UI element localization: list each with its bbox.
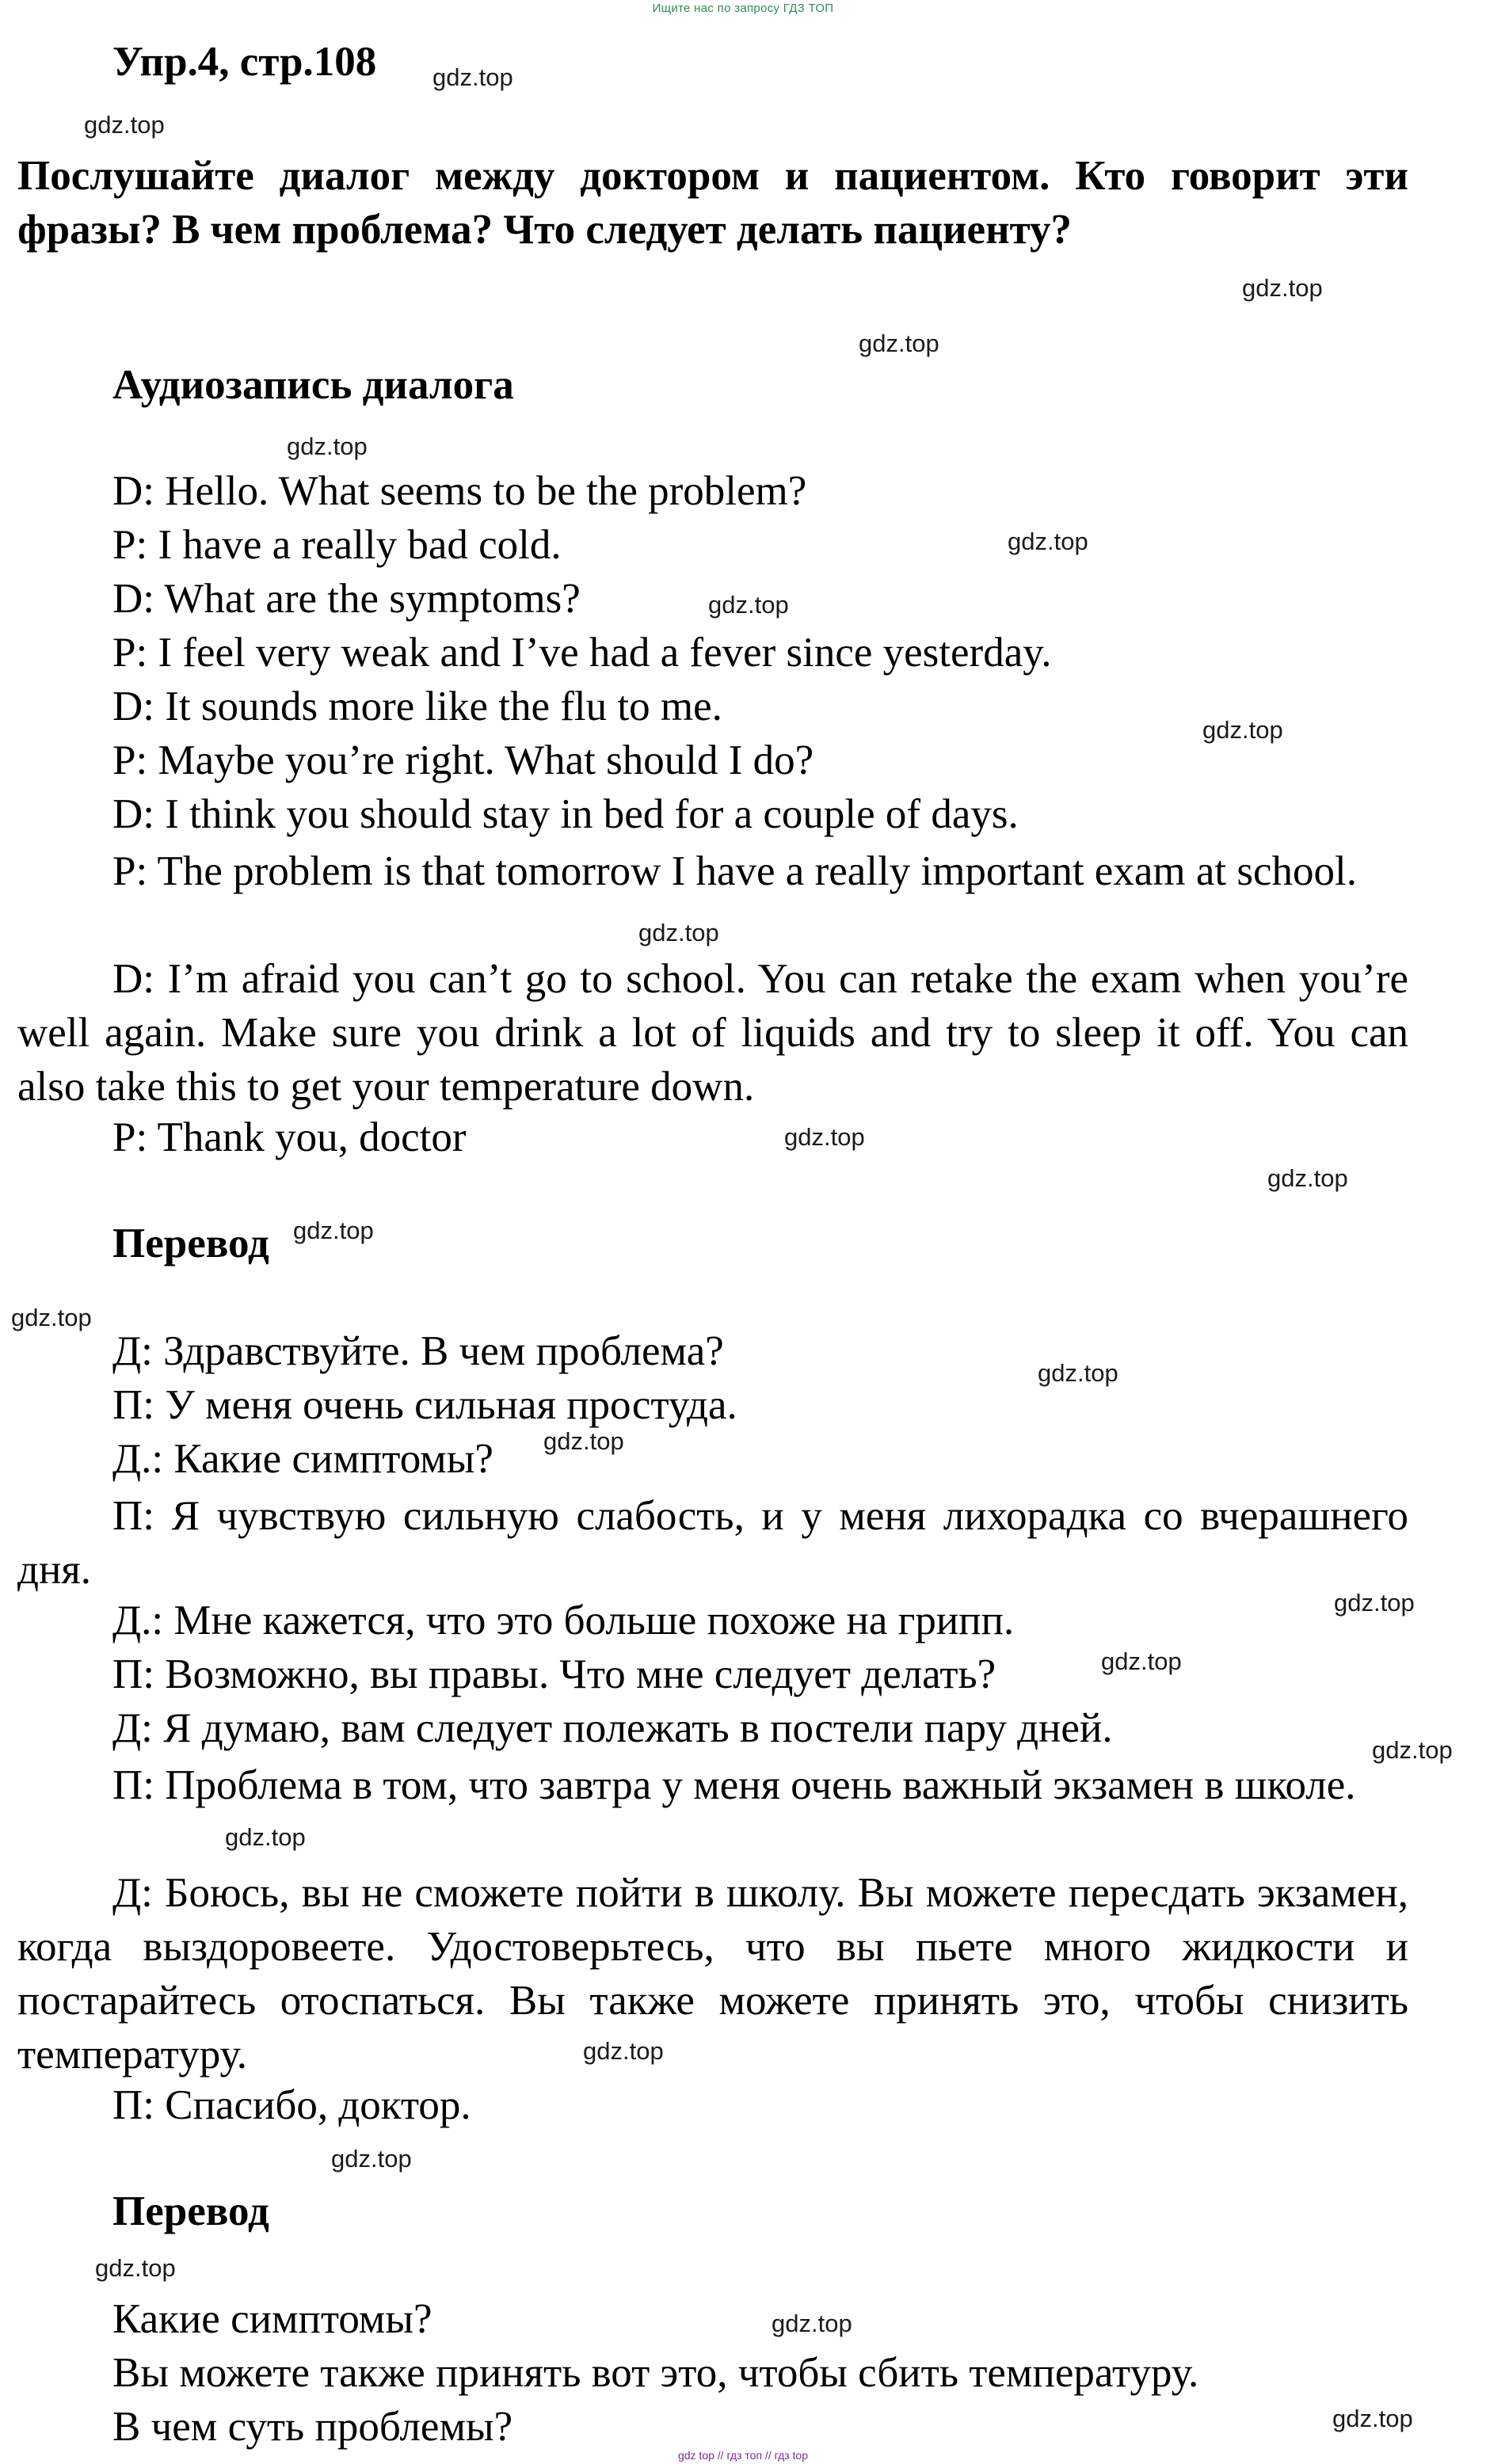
watermark: gdz.top (772, 2310, 852, 2337)
phrase-line: В чем суть проблемы? (112, 2404, 513, 2450)
translation-line: П: Спасибо, доктор. (112, 2082, 471, 2128)
watermark: gdz.top (1202, 716, 1283, 744)
task-instruction: Послушайте диалог между доктором и пациентом. Кто говорит эти фразы? В чем проблема? Что следует делать пациенту? (17, 153, 1408, 253)
audio-line: D: What are the symptoms? (112, 576, 581, 622)
translation-line: П: Я чувствую сильную слабость, и у меня лихорадка со вчерашнего дня. (17, 1493, 1408, 1593)
watermark: gdz.top (84, 111, 165, 139)
top-banner[interactable]: Ищите нас по запросу ГДЗ ТОП (652, 2, 834, 15)
watermark: gdz.top (1267, 1164, 1348, 1192)
audio-line: P: Thank you, doctor (112, 1114, 467, 1160)
exercise-title: Упр.4, стр.108 (112, 39, 377, 85)
watermark: gdz.top (225, 1823, 306, 1851)
watermark: gdz.top (1101, 1647, 1182, 1675)
watermark: gdz.top (331, 2145, 412, 2173)
watermark: gdz.top (95, 2254, 176, 2282)
watermark: gdz.top (708, 591, 789, 619)
translation-line: Д.: Какие симптомы? (112, 1436, 493, 1482)
audio-heading: Аудиозапись диалога (112, 362, 514, 408)
audio-line: D: I think you should stay in bed for a couple of days. (112, 791, 1019, 837)
watermark: gdz.top (287, 432, 368, 460)
translation-line: Д: Здравствуйте. В чем проблема? (112, 1328, 724, 1374)
audio-line: D: It sounds more like the flu to me. (112, 684, 722, 729)
translation-line: Д: Я думаю, вам следует полежать в постели пару дней. (112, 1705, 1113, 1751)
audio-line: P: I have a really bad cold. (112, 522, 562, 568)
watermark: gdz.top (1242, 274, 1323, 302)
watermark: gdz.top (1372, 1736, 1453, 1764)
watermark: gdz.top (543, 1427, 624, 1455)
phrase-line: Какие симптомы? (112, 2296, 432, 2342)
watermark: gdz.top (859, 329, 939, 357)
audio-line: P: I feel very weak and I’ve had a fever since yesterday. (112, 630, 1052, 676)
phrases-heading: Перевод (112, 2188, 269, 2234)
watermark: gdz.top (1008, 527, 1088, 555)
watermark: gdz.top (583, 2037, 664, 2065)
watermark: gdz.top (11, 1304, 92, 1331)
audio-line: D: Hello. What seems to be the problem? (112, 468, 807, 514)
translation-line: П: Проблема в том, что завтра у меня очень важный экзамен в школе. (112, 1762, 1356, 1808)
translation-line: Д.: Мне кажется, что это больше похоже на грипп. (112, 1598, 1015, 1643)
watermark: gdz.top (784, 1123, 865, 1151)
phrase-line: Вы можете также принять вот это, чтобы сбить температуру. (112, 2350, 1199, 2396)
watermark: gdz.top (432, 63, 513, 91)
watermark: gdz.top (1038, 1359, 1118, 1387)
translation-line: П: Возможно, вы правы. Что мне следует делать? (112, 1651, 996, 1697)
audio-line: P: The problem is that tomorrow I have a really important exam at school. (112, 848, 1357, 894)
watermark: gdz.top (1332, 2405, 1413, 2432)
translation-line: Д: Боюсь, вы не сможете пойти в школу. Вы можете пересдать экзамен, когда выздоровеете. Удостоверьтесь, что вы пьете много жидкости и постарайтесь отоспаться. Вы также можете принять это, чтобы снизить температуру. (17, 1870, 1408, 2077)
translation-line: П: У меня очень сильная простуда. (112, 1382, 737, 1428)
audio-line: P: Maybe you’re right. What should I do? (112, 737, 814, 783)
watermark: gdz.top (1334, 1589, 1415, 1617)
watermark: gdz.top (638, 919, 719, 946)
translation-heading: Перевод (112, 1221, 269, 1266)
watermark: gdz.top (293, 1217, 374, 1244)
audio-line: D: I’m afraid you can’t go to school. You can retake the exam when you’re well again. Make sure you drink a lot of liquids and try to sleep it off. You can also take this to get your temperature down. (17, 956, 1408, 1110)
bottom-banner[interactable]: gdz top // гдз топ // гдз top (677, 2449, 809, 2462)
